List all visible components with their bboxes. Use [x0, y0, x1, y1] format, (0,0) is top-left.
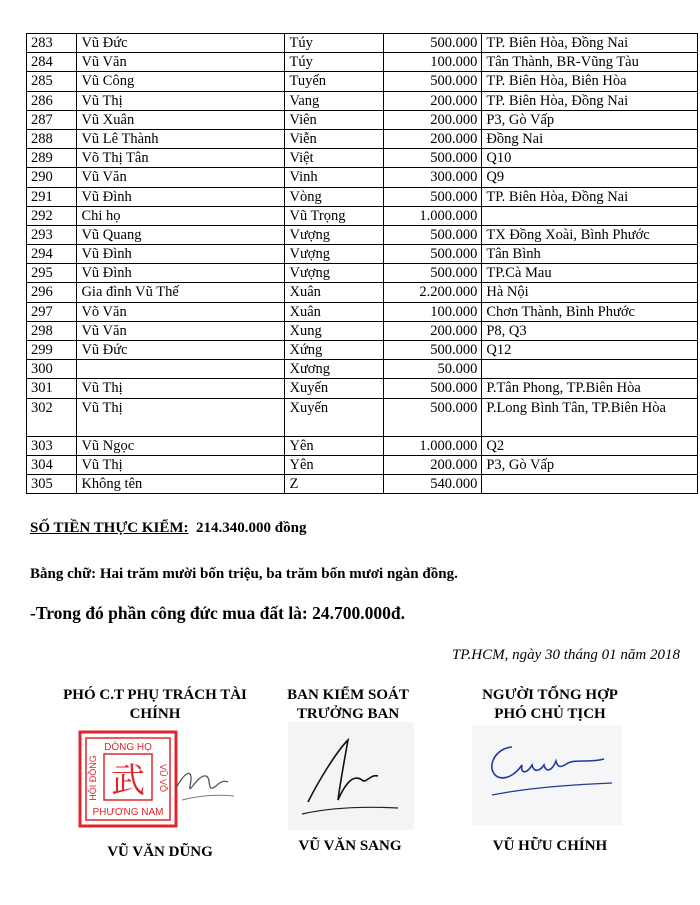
cell-amount: 500.000: [383, 379, 482, 398]
cell-no: 298: [27, 321, 77, 340]
cell-address: P3, Gò Vấp: [482, 110, 698, 129]
cell-given: Xương: [285, 360, 383, 379]
cell-given: Vòng: [285, 187, 383, 206]
signature-title-center-line-2: TRƯỞNG BAN: [296, 706, 400, 722]
cell-address: P.Tân Phong, TP.Biên Hòa: [482, 379, 698, 398]
cell-amount: 200.000: [383, 91, 482, 110]
signature-title-right: [450, 686, 650, 724]
cell-no: 293: [27, 225, 77, 244]
cell-given: Viên: [285, 110, 383, 129]
cell-given: Xuân: [285, 302, 383, 321]
signature-title-right-line-1: NGƯỜI TỔNG HỢP: [482, 687, 618, 703]
cell-name: Vũ Ngọc: [77, 436, 285, 455]
cell-name: Gia đình Vũ Thế: [77, 283, 285, 302]
cell-address: [482, 360, 698, 379]
cell-amount: 200.000: [383, 110, 482, 129]
cell-amount: 500.000: [383, 72, 482, 91]
cell-address: P.Long Bình Tân, TP.Biên Hòa: [482, 398, 698, 436]
cell-address: P3, Gò Vấp: [482, 455, 698, 474]
cell-address: Chơn Thành, Bình Phước: [482, 302, 698, 321]
total-value: 214.340.000 đồng: [196, 520, 307, 536]
total-amount: [30, 520, 306, 537]
cell-address: Q2: [482, 436, 698, 455]
signature-title-center: [258, 686, 438, 724]
cell-amount: 300.000: [383, 168, 482, 187]
cell-name: Vũ Thị: [77, 91, 285, 110]
cell-given: Xuyến: [285, 398, 383, 436]
table-row: [27, 34, 698, 53]
table-row: [27, 53, 698, 72]
signature-title-left-line-1: PHÓ C.T PHỤ TRÁCH TÀI: [63, 687, 247, 703]
cell-no: 288: [27, 129, 77, 148]
cell-no: 296: [27, 283, 77, 302]
cell-no: 284: [27, 53, 77, 72]
cell-name: Vũ Thị: [77, 379, 285, 398]
signature-title-left: [40, 686, 270, 724]
cell-address: Q9: [482, 168, 698, 187]
cell-amount: 500.000: [383, 264, 482, 283]
table-row: [27, 72, 698, 91]
table-row: [27, 91, 698, 110]
cell-no: 287: [27, 110, 77, 129]
cell-name: Vũ Thị: [77, 398, 285, 436]
table-row: [27, 225, 698, 244]
cell-name: Vũ Xuân: [77, 110, 285, 129]
cell-address: TX Đồng Xoài, Bình Phước: [482, 225, 698, 244]
table-row: [27, 187, 698, 206]
table-row: [27, 321, 698, 340]
cell-no: 301: [27, 379, 77, 398]
cell-amount: 500.000: [383, 398, 482, 436]
table-row: [27, 360, 698, 379]
cell-amount: 500.000: [383, 187, 482, 206]
cell-amount: 1.000.000: [383, 436, 482, 455]
cell-no: 289: [27, 149, 77, 168]
signer-name-center: VŨ VĂN SANG: [298, 838, 402, 854]
cell-no: 303: [27, 436, 77, 455]
cell-address: Q10: [482, 149, 698, 168]
cell-given: Xuân: [285, 283, 383, 302]
cell-address: TP. Biên Hòa, Đồng Nai: [482, 34, 698, 53]
seal-right-text: VŨ VÕ: [158, 763, 168, 793]
cell-no: 292: [27, 206, 77, 225]
table-row: [27, 245, 698, 264]
cell-given: Vượng: [285, 245, 383, 264]
cell-address: [482, 474, 698, 493]
cell-given: Z: [285, 474, 383, 493]
cell-name: Võ Thị Tân: [77, 149, 285, 168]
cell-given: Yên: [285, 436, 383, 455]
cell-no: 305: [27, 474, 77, 493]
cell-no: 295: [27, 264, 77, 283]
cell-given: Vang: [285, 91, 383, 110]
cell-amount: 200.000: [383, 129, 482, 148]
cell-amount: 1.000.000: [383, 206, 482, 225]
land-donation-line: -Trong đó phần công đức mua đất là: 24.700.000đ.: [30, 603, 405, 623]
amount-in-words: Bằng chữ: Hai trăm mười bốn triệu, ba trăm bốn mươi ngàn đồng.: [30, 566, 458, 582]
table-row: [27, 455, 698, 474]
cell-address: Tân Bình: [482, 245, 698, 264]
signer-name-right: VŨ HỮU CHÍNH: [492, 838, 608, 854]
signature-scribble-icon: [288, 722, 414, 830]
cell-name: [77, 360, 285, 379]
cell-name: Vũ Quang: [77, 225, 285, 244]
table-row: [27, 129, 698, 148]
cell-name: Vũ Công: [77, 72, 285, 91]
cell-address: TP. Biên Hòa, Đồng Nai: [482, 187, 698, 206]
total-label: SỐ TIỀN THỰC KIỂM:: [30, 520, 189, 536]
cell-name: Vũ Đình: [77, 264, 285, 283]
cell-address: [482, 206, 698, 225]
cell-given: Yên: [285, 455, 383, 474]
cell-no: 299: [27, 341, 77, 360]
table-row: [27, 379, 698, 398]
cell-amount: 2.200.000: [383, 283, 482, 302]
cell-no: 290: [27, 168, 77, 187]
table-row: [27, 264, 698, 283]
cell-address: P8, Q3: [482, 321, 698, 340]
seal-center-text: 武: [111, 761, 145, 801]
blue-signature-icon: [472, 725, 622, 825]
table-row: [27, 149, 698, 168]
cell-name: Vũ Đức: [77, 341, 285, 360]
cell-amount: 500.000: [383, 245, 482, 264]
cell-given: Vũ Trọng: [285, 206, 383, 225]
cell-amount: 100.000: [383, 53, 482, 72]
cell-name: Vũ Đức: [77, 34, 285, 53]
cell-name: Vũ Đình: [77, 187, 285, 206]
cell-name: Vũ Đình: [77, 245, 285, 264]
cell-given: Vinh: [285, 168, 383, 187]
cell-address: Đồng Nai: [482, 129, 698, 148]
cell-no: 304: [27, 455, 77, 474]
cell-name: Vũ Văn: [77, 168, 285, 187]
cell-given: Tuyến: [285, 72, 383, 91]
table-row: [27, 302, 698, 321]
date-line: TP.HCM, ngày 30 tháng 01 năm 2018: [451, 647, 680, 663]
seal-left-text: HỘI ĐỒNG: [88, 755, 98, 801]
cell-amount: 500.000: [383, 149, 482, 168]
table-row: [27, 206, 698, 225]
seal-and-signature-left: [78, 730, 238, 830]
cell-given: Việt: [285, 149, 383, 168]
table-row: [27, 110, 698, 129]
cell-no: 291: [27, 187, 77, 206]
cell-address: TP. Biên Hòa, Đồng Nai: [482, 91, 698, 110]
cell-given: Vượng: [285, 264, 383, 283]
handwritten-signature-center: [288, 722, 414, 830]
cell-no: 283: [27, 34, 77, 53]
cell-name: Vũ Lê Thành: [77, 129, 285, 148]
cell-address: Tân Thành, BR-Vũng Tàu: [482, 53, 698, 72]
signature-title-left-line-2: CHÍNH: [129, 706, 181, 722]
cell-given: Viễn: [285, 129, 383, 148]
cell-no: 302: [27, 398, 77, 436]
cell-name: Vũ Thị: [77, 455, 285, 474]
seal-top-text: DÒNG HỌ: [104, 742, 152, 753]
donor-table: [26, 33, 698, 494]
cell-amount: 100.000: [383, 302, 482, 321]
cell-no: 285: [27, 72, 77, 91]
cell-name: Chi họ: [77, 206, 285, 225]
seal-bottom-text: PHƯƠNG NAM: [92, 807, 164, 818]
cell-given: Vượng: [285, 225, 383, 244]
cell-name: Vũ Văn: [77, 53, 285, 72]
table-row: [27, 436, 698, 455]
cell-name: Võ Văn: [77, 302, 285, 321]
cell-amount: 500.000: [383, 34, 482, 53]
cell-given: Xứng: [285, 341, 383, 360]
handwritten-signature-right: [472, 725, 622, 825]
cell-amount: 500.000: [383, 225, 482, 244]
cell-address: TP.Cà Mau: [482, 264, 698, 283]
signature-title-center-line-1: BAN KIỂM SOÁT: [287, 687, 409, 703]
cell-given: Xung: [285, 321, 383, 340]
table-row: [27, 474, 698, 493]
cell-address: TP. Biên Hòa, Biên Hòa: [482, 72, 698, 91]
table-row: [27, 283, 698, 302]
cell-amount: 540.000: [383, 474, 482, 493]
cell-given: Túy: [285, 53, 383, 72]
cell-amount: 500.000: [383, 341, 482, 360]
cell-address: Hà Nội: [482, 283, 698, 302]
table-row: [27, 398, 698, 436]
red-seal-stamp-icon: [78, 730, 238, 830]
cell-no: 286: [27, 91, 77, 110]
cell-amount: 200.000: [383, 321, 482, 340]
cell-no: 297: [27, 302, 77, 321]
cell-name: Không tên: [77, 474, 285, 493]
cell-given: Xuyến: [285, 379, 383, 398]
signer-name-left: VŨ VĂN DŨNG: [107, 844, 213, 860]
table-row: [27, 168, 698, 187]
cell-no: 300: [27, 360, 77, 379]
cell-given: Túy: [285, 34, 383, 53]
cell-amount: 50.000: [383, 360, 482, 379]
cell-no: 294: [27, 245, 77, 264]
cell-amount: 200.000: [383, 455, 482, 474]
signature-title-right-line-2: PHÓ CHỦ TỊCH: [494, 706, 606, 722]
table-row: [27, 341, 698, 360]
cell-address: Q12: [482, 341, 698, 360]
cell-name: Vũ Văn: [77, 321, 285, 340]
